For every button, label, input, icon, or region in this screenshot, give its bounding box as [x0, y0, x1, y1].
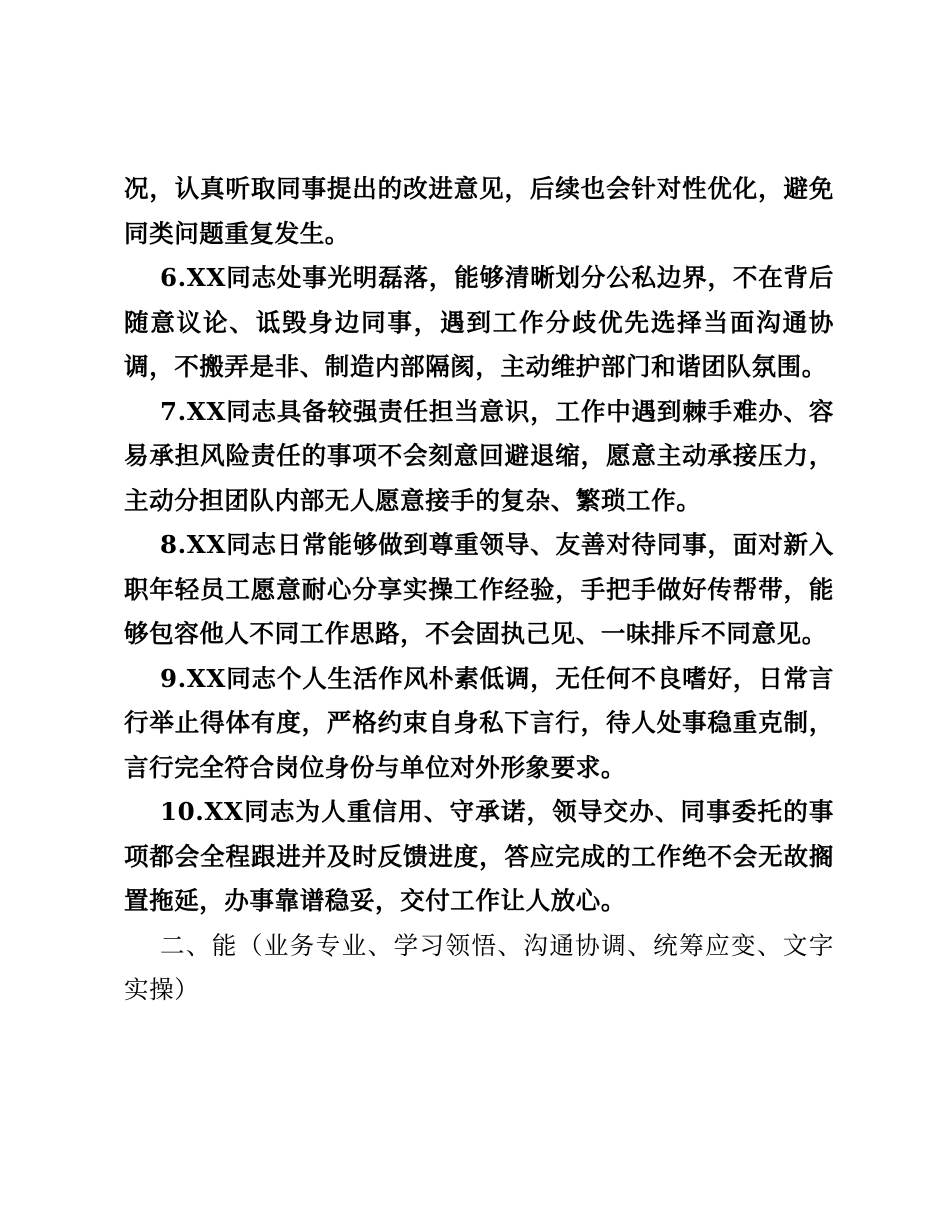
paragraph-item-10: 10.XX同志为人重信用、守承诺，领导交办、同事委托的事项都会全程跟进并及时反馈进度，答应完成的工作绝不会无故搁置拖延，办事靠谱稳妥，交付工作让人放心。 — [124, 797, 834, 915]
paragraph-item-6: 6.XX同志处事光明磊落，能够清晰划分公私边界，不在背后随意议论、诋毁身边同事，遇到工作分歧优先选择当面沟通协调，不搬弄是非、制造内部隔阂，主动维护部门和谐团队氛围。 — [124, 263, 834, 381]
paragraph-item-8: 8.XX同志日常能够做到尊重领导、友善对待同事，面对新入职年轻员工愿意耐心分享实操工作经验，手把手做好传帮带，能够包容他人不同工作思路，不会固执己见、一味排斥不同意见。 — [124, 530, 834, 648]
paragraph-item-9: 9.XX同志个人生活作风朴素低调，无任何不良嗜好，日常言行举止得体有度，严格约束自身私下言行，待人处事稳重克制，言行完全符合岗位身份与单位对外形象要求。 — [124, 663, 834, 782]
section-heading: 二、能（业务专业、学习领悟、沟通协调、统筹应变、文字实操） — [124, 930, 834, 1004]
document-body — [124, 167, 834, 1013]
paragraph-item-7: 7.XX同志具备较强责任担当意识，工作中遇到棘手难办、容易承担风险责任的事项不会刻意回避退缩，愿意主动承接压力，主动分担团队内部无人愿意接手的复杂、繁琐工作。 — [124, 396, 834, 515]
paragraph-continuation: 况，认真听取同事提出的改进意见，后续也会针对性优化，避免同类问题重复发生。 — [124, 174, 834, 248]
